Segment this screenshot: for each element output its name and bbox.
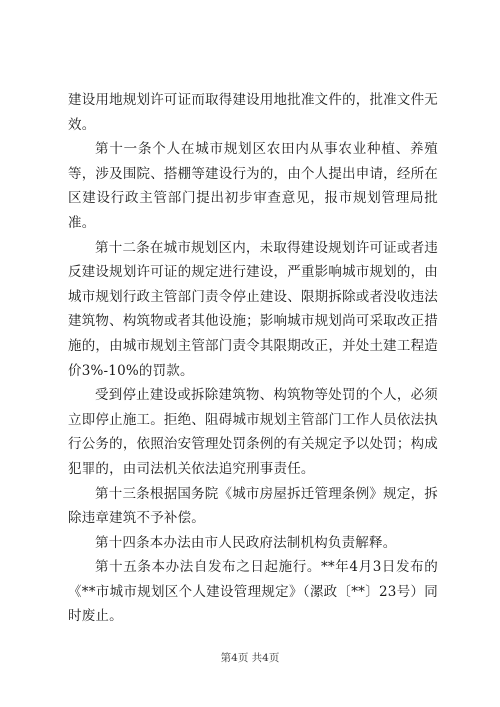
paragraph-article-15: 第十五条本办法自发布之日起施行。**年4月3日发布的《**市城市规划区个人建设管理规定》（漯政〔**〕23号）同时废止。 <box>68 559 438 625</box>
document-body <box>68 88 438 629</box>
page-number-footer: 第4页 共4页 <box>220 652 280 664</box>
paragraph-article-13: 第十三条根据国务院《城市房屋拆迁管理条例》规定，拆除违章建筑不予补偿。 <box>68 485 438 527</box>
paragraph-penalty: 受到停止建设或拆除建筑物、构筑物等处罚的个人，必须立即停止施工。拒绝、阻碍城市规划主管部门工作人员依法执行公务的，依照治安管理处罚条例的有关规定予以处罚；构成犯罪的，由司法机关依法追究刑事责任。 <box>68 387 438 477</box>
paragraph-article-12: 第十二条在城市规划区内，未取得建设规划许可证或者违反建设规划许可证的规定进行建设，严重影响城市规划的，由城市规划行政主管部门责令停止建设、限期拆除或者没收违法建筑物、构筑物或者其他设施；影响城市规划尚可采取改正措施的，由城市规划主管部门责令其限期改正，并处土建工程造价3%-10%的罚款。 <box>68 239 438 379</box>
paragraph-article-14: 第十四条本办法由市人民政府法制机构负责解释。 <box>95 534 397 551</box>
paragraph-1: 建设用地规划许可证而取得建设用地批准文件的，批准文件无效。 <box>68 92 438 133</box>
paragraph-article-11: 第十一条个人在城市规划区农田内从事农业种植、养殖等，涉及围院、搭棚等建设行为的，由个人提出申请，经所在区建设行政主管部门提出初步审查意见，报市规划管理局批准。 <box>68 141 438 231</box>
